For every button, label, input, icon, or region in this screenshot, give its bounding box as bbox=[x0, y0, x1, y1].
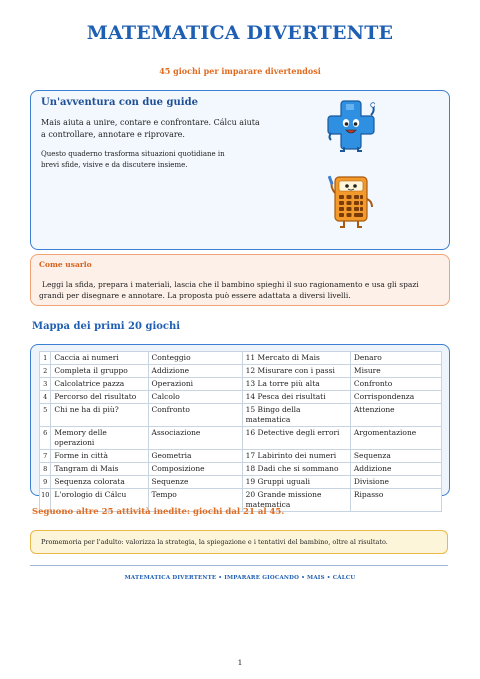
game-name: Forme in città bbox=[51, 450, 148, 463]
game-name: Completa il gruppo bbox=[51, 365, 148, 378]
game-topic: Composizione bbox=[148, 463, 242, 476]
game-number: 7 bbox=[40, 450, 51, 463]
table-row bbox=[40, 450, 442, 463]
adult-reminder-box bbox=[30, 530, 448, 554]
table-row bbox=[40, 427, 442, 450]
game-name: Tangram di Mais bbox=[51, 463, 148, 476]
intro-paragraph-guides: Mais aiuta a unire, contare e confrontare. Cálcu aiuta a controllare, annotare e riprovare. bbox=[41, 118, 260, 139]
game-number: 10 bbox=[40, 489, 51, 512]
game-number: 3 bbox=[40, 378, 51, 391]
game-name: 15 Bingo della matematica bbox=[242, 404, 350, 427]
plus-sign-mascot-icon bbox=[327, 97, 375, 153]
game-topic: Tempo bbox=[148, 489, 242, 512]
game-name: 13 La torre più alta bbox=[242, 378, 350, 391]
intro-card bbox=[30, 90, 450, 250]
game-number: 2 bbox=[40, 365, 51, 378]
game-name: L'orologio di Cálcu bbox=[51, 489, 148, 512]
table-row bbox=[40, 365, 442, 378]
table-row bbox=[40, 476, 442, 489]
intro-paragraph-notebook: Questo quaderno trasforma situazioni quotidiane in brevi sfide, visive e da discutere insieme. bbox=[41, 150, 225, 169]
table-row bbox=[40, 378, 442, 391]
page-footer: MATEMATICA DIVERTENTE • IMPARARE GIOCANDO • MAIS • CÁLCU bbox=[124, 575, 356, 581]
table-row bbox=[40, 391, 442, 404]
game-name: 18 Dadi che si sommano bbox=[242, 463, 350, 476]
table-row bbox=[40, 463, 442, 476]
game-topic: Sequenza bbox=[350, 450, 441, 463]
game-topic: Operazioni bbox=[148, 378, 242, 391]
game-number: 9 bbox=[40, 476, 51, 489]
game-number: 4 bbox=[40, 391, 51, 404]
how-to-card bbox=[30, 254, 450, 306]
intro-heading: Un'avventura con due guide bbox=[41, 97, 198, 108]
game-name: 19 Gruppi uguali bbox=[242, 476, 350, 489]
game-name: Calcolatrice pazza bbox=[51, 378, 148, 391]
continuation-note: Seguono altre 25 attività inedite: giochi dal 21 al 45. bbox=[32, 507, 285, 517]
game-topic: Confronto bbox=[350, 378, 441, 391]
footer-divider bbox=[30, 565, 448, 566]
page-number: 1 bbox=[237, 658, 243, 667]
table-row bbox=[40, 352, 442, 365]
game-name: Chi ne ha di più? bbox=[51, 404, 148, 427]
games-table bbox=[39, 351, 442, 512]
games-map-card bbox=[30, 344, 450, 509]
game-name: Sequenza colorata bbox=[51, 476, 148, 489]
how-to-body: Leggi la sfida, prepara i materiali, lascia che il bambino spieghi il suo ragionamento e usa gli spazi grandi per disegnare e annotare. La proposta può essere adattata a diversi livelli. bbox=[39, 280, 419, 300]
game-name: 12 Misurare con i passi bbox=[242, 365, 350, 378]
map-title: Mappa dei primi 20 giochi bbox=[32, 321, 181, 332]
game-number: 5 bbox=[40, 404, 51, 427]
how-to-heading: Come usarlo bbox=[39, 260, 92, 269]
game-topic: Ripasso bbox=[350, 489, 441, 512]
game-name: 16 Detective degli errori bbox=[242, 427, 350, 450]
game-topic: Attenzione bbox=[350, 404, 441, 427]
game-number: 6 bbox=[40, 427, 51, 450]
game-topic: Confronto bbox=[148, 404, 242, 427]
game-name: Caccia ai numeri bbox=[51, 352, 148, 365]
game-name: Percorso del risultato bbox=[51, 391, 148, 404]
game-topic: Conteggio bbox=[148, 352, 242, 365]
game-topic: Corrispondenza bbox=[350, 391, 441, 404]
game-topic: Geometria bbox=[148, 450, 242, 463]
game-name: 14 Pesca dei risultati bbox=[242, 391, 350, 404]
game-name: 17 Labirinto dei numeri bbox=[242, 450, 350, 463]
calculator-mascot-icon bbox=[327, 173, 375, 233]
table-row bbox=[40, 404, 442, 427]
game-number: 8 bbox=[40, 463, 51, 476]
game-topic: Argomentazione bbox=[350, 427, 441, 450]
game-topic: Sequenze bbox=[148, 476, 242, 489]
game-number: 1 bbox=[40, 352, 51, 365]
page-title: MATEMATICA DIVERTENTE bbox=[86, 22, 394, 44]
page-subtitle: 45 giochi per imparare divertendosi bbox=[159, 66, 321, 76]
game-name: Memory delle operazioni bbox=[51, 427, 148, 450]
game-name: 20 Grande missione matematica bbox=[242, 489, 350, 512]
game-topic: Misure bbox=[350, 365, 441, 378]
game-topic: Calcolo bbox=[148, 391, 242, 404]
game-name: 11 Mercato di Mais bbox=[242, 352, 350, 365]
game-topic: Denaro bbox=[350, 352, 441, 365]
adult-reminder-text: Promemoria per l'adulto: valorizza la strategia, la spiegazione e i tentativi del bambino, oltre al risultato. bbox=[41, 538, 388, 546]
game-topic: Addizione bbox=[148, 365, 242, 378]
game-topic: Divisione bbox=[350, 476, 441, 489]
game-topic: Addizione bbox=[350, 463, 441, 476]
game-topic: Associazione bbox=[148, 427, 242, 450]
